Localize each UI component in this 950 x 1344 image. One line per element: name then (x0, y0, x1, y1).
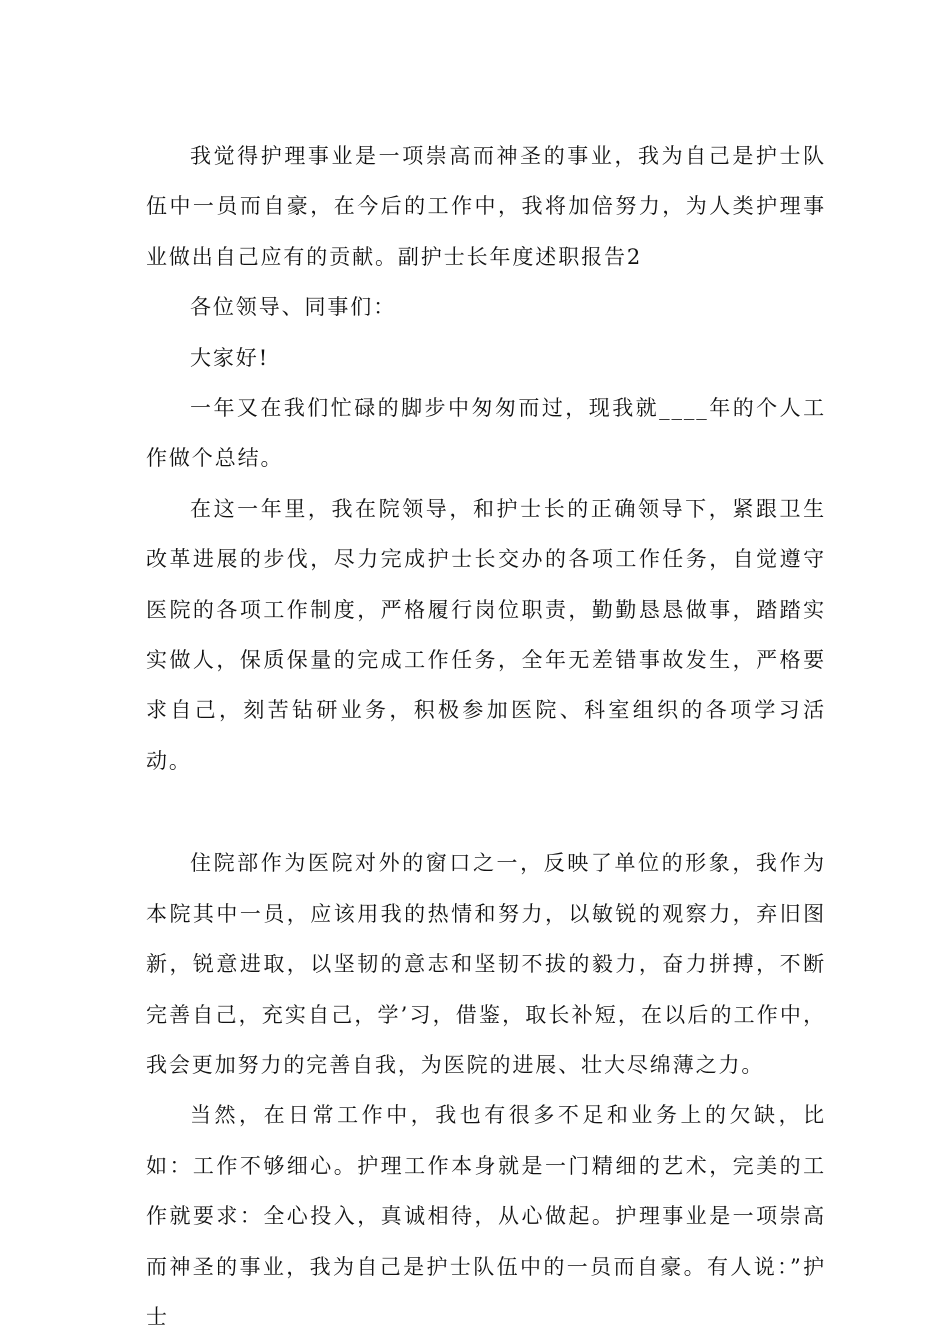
paragraph-work-summary: 在这一年里，我在院领导，和护士长的正确领导下，紧跟卫生改革进展的步伐，尽力完成护士长交办的各项工作任务，自觉遵守医院的各项工作制度，严格履行岗位职责，勤勤恳恳做事，踏踏实实做人，保质保量的完成工作任务，全年无差错事故发生，严格要求自己，刻苦钻研业务，积极参加医院、科室组织的各项学习活动。 (146, 496, 826, 773)
paragraph-inpatient-department: 住院部作为医院对外的窗口之一，反映了单位的形象，我作为本院其中一员，应该用我的热情和努力，以敏锐的观察力，弃旧图新，锐意进取，以坚韧的意志和坚韧不拔的毅力，奋力拼搏，不断完善自己，充实自己，学’习，借鉴，取长补短，在以后的工作中，我会更加努力的完善自我，为医院的进展、壮大尽绵薄之力。 (146, 851, 826, 1077)
paragraph-greeting: 大家好! (190, 345, 270, 370)
document-body (146, 131, 826, 1342)
paragraph-salutation: 各位领导、同事们： (190, 295, 397, 320)
paragraph-closing-remarks: 我觉得护理事业是一项崇高而神圣的事业，我为自己是护士队伍中一员而自豪，在今后的工作中，我将加倍努力，为人类护理事业做出自己应有的贡献。副护士长年度述职报告2 (146, 144, 826, 269)
paragraph-intro: 一年又在我们忙碌的脚步中匆匆而过，现我就____年的个人工作做个总结。 (146, 396, 826, 471)
paragraph-shortcomings: 当然，在日常工作中，我也有很多不足和业务上的欠缺，比如：工作不够细心。护理工作本身就是一门精细的艺术，完美的工作就要求：全心投入，真诚相待，从心做起。护理事业是一项崇高而神圣的事业，我为自己是护士队伍中的一员而自豪。有人说：”护士 (146, 1103, 826, 1329)
